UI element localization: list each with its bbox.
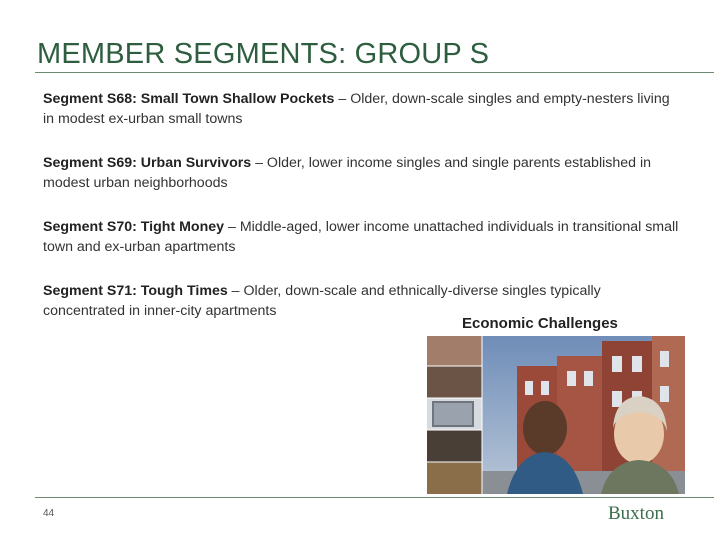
title-divider — [35, 72, 714, 73]
segment-item-s70 — [43, 218, 683, 257]
segment-name: Segment S69: Urban Survivors — [43, 155, 252, 171]
segment-description: – Middle-aged, lower income unattached individuals in transitional small town and ex-urban apartments — [43, 219, 679, 255]
segment-item-s68 — [43, 90, 683, 129]
photo-caption: Economic Challenges — [462, 315, 618, 332]
segment-description: – Older, lower income singles and single parents established in modest urban neighborhoods — [43, 155, 651, 191]
segment-name: Segment S71: Tough Times — [43, 283, 228, 299]
buxton-logo: Buxton — [608, 503, 664, 524]
page-number: 44 — [43, 508, 55, 519]
segment-description: – Older, down-scale and ethnically-diverse singles typically concentrated in inner-city apartments — [43, 283, 601, 319]
footer-divider — [35, 497, 714, 498]
segment-item-s69 — [43, 154, 683, 193]
segment-description: – Older, down-scale singles and empty-nesters living in modest ex-urban small towns — [43, 91, 670, 127]
segment-name: Segment S68: Small Town Shallow Pockets — [43, 91, 335, 107]
economic-challenges-photo-collage — [427, 336, 685, 494]
segment-list — [43, 90, 683, 321]
segment-name: Segment S70: Tight Money — [43, 219, 225, 235]
page-title: MEMBER SEGMENTS: GROUP S — [37, 38, 490, 70]
